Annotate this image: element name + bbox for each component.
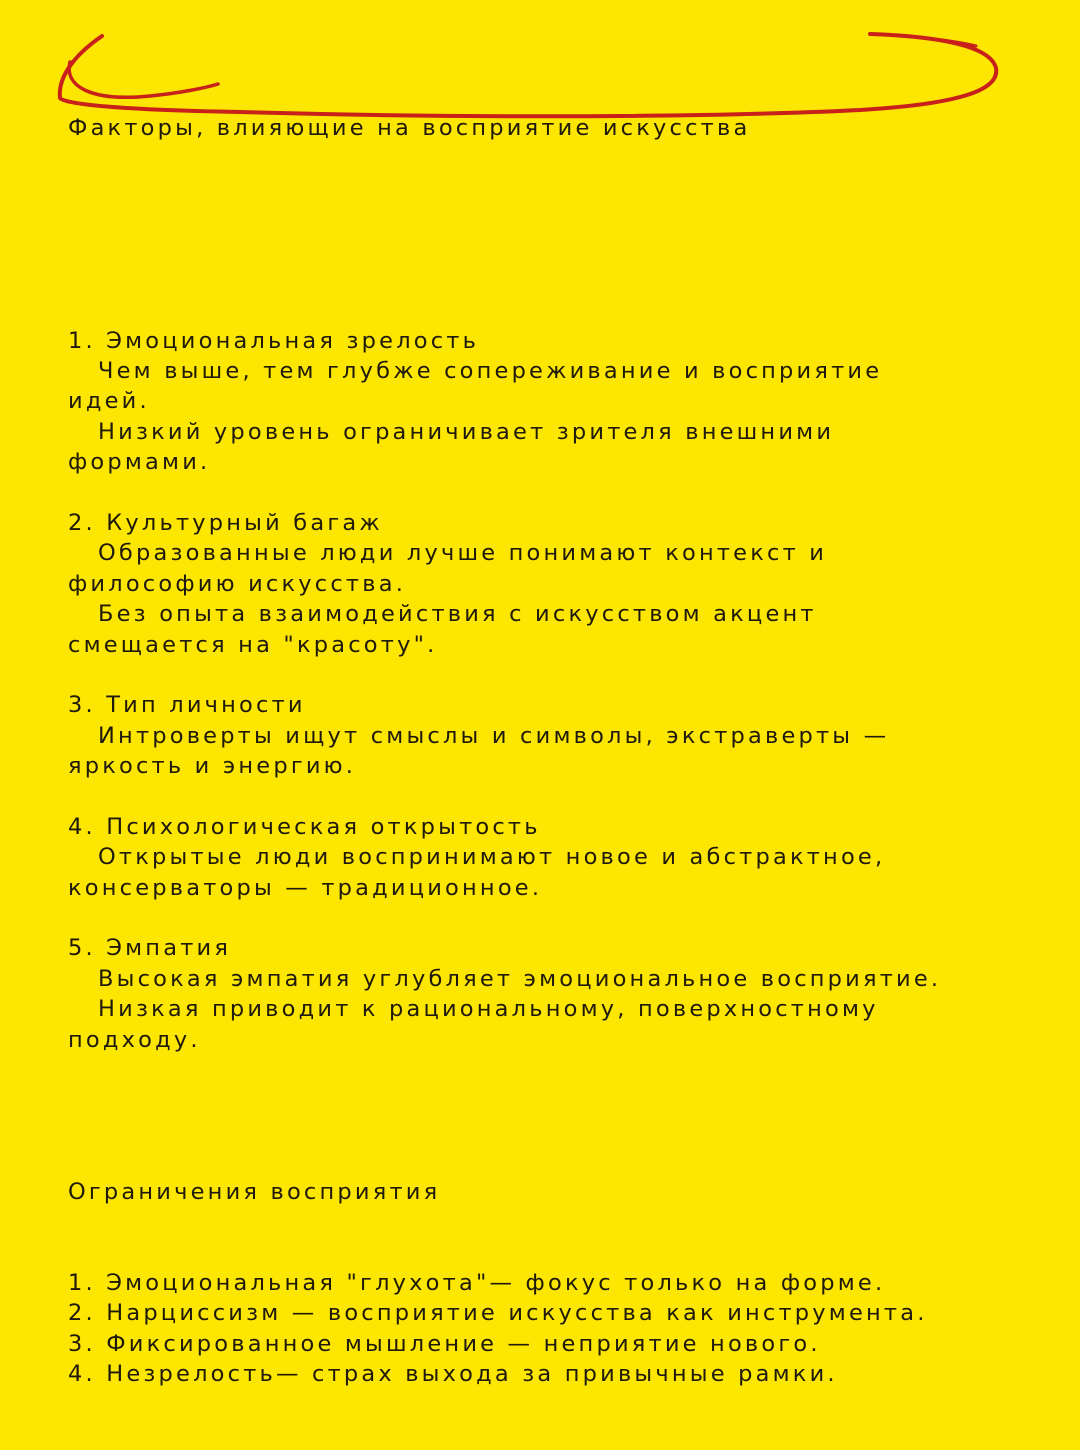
factor-section bbox=[68, 326, 1058, 508]
factor-text-line: формами. bbox=[68, 449, 211, 476]
limitation-item: 2. Нарциссизм — восприятие искусства как инструмента. bbox=[68, 1300, 928, 1327]
factor-text-line: Низкий уровень ограничивает зрителя внешними bbox=[98, 418, 835, 445]
factor-text-line: подходу. bbox=[68, 1026, 201, 1053]
page-title: Факторы, влияющие на восприятие искусства bbox=[68, 114, 751, 141]
factor-text-line: Образованные люди лучше понимают контекст и bbox=[98, 540, 828, 567]
factor-section bbox=[68, 933, 1058, 1085]
spacer bbox=[68, 204, 1058, 234]
factor-heading: 3. Тип личности bbox=[68, 692, 306, 719]
factor-text-line: философию искусства. bbox=[68, 570, 407, 597]
factor-heading: 5. Эмпатия bbox=[68, 935, 232, 962]
factors-list bbox=[68, 326, 1058, 1086]
limitations-heading: Ограничения восприятия bbox=[68, 1178, 441, 1205]
factor-text-line: Низкая приводит к рациональному, поверхностному bbox=[98, 996, 879, 1023]
spacer bbox=[68, 903, 1058, 933]
factor-text-line: консерваторы — традиционное. bbox=[68, 874, 543, 901]
factor-text-line: Чем выше, тем глубже сопереживание и восприятие bbox=[98, 358, 883, 385]
factor-heading: 1. Эмоциональная зрелость bbox=[68, 327, 480, 354]
factor-section bbox=[68, 508, 1058, 690]
factor-text-line: Открытые люди воспринимают новое и абстрактное, bbox=[98, 844, 886, 871]
factor-text-line: Интроверты ищут смыслы и символы, экстраверты — bbox=[98, 722, 890, 749]
limitation-item: 4. Незрелость— страх выхода за привычные рамки. bbox=[68, 1360, 838, 1387]
limitations-list bbox=[68, 1268, 1058, 1390]
circle-stroke-top bbox=[872, 34, 976, 46]
spacer bbox=[68, 1055, 1058, 1085]
factor-text-line: Без опыта взаимодействия с искусством акцент bbox=[98, 601, 817, 628]
limitation-item: 1. Эмоциональная "глухота"— фокус только на форме. bbox=[68, 1269, 886, 1296]
spacer bbox=[68, 781, 1058, 811]
factor-heading: 2. Культурный багаж bbox=[68, 509, 383, 536]
factor-section bbox=[68, 690, 1058, 812]
factor-text-line: Высокая эмпатия углубляет эмоциональное восприятие. bbox=[98, 965, 942, 992]
factor-section bbox=[68, 812, 1058, 934]
spacer bbox=[68, 660, 1058, 690]
factor-text-line: идей. bbox=[68, 388, 150, 415]
factor-heading: 4. Психологическая открытость bbox=[68, 813, 541, 840]
limitation-item: 3. Фиксированное мышление — неприятие нового. bbox=[68, 1330, 821, 1357]
factor-text-line: яркость и энергию. bbox=[68, 753, 357, 780]
content-text bbox=[68, 52, 1058, 1450]
spacer bbox=[68, 478, 1058, 508]
factor-text-line: смещается на "красоту". bbox=[68, 631, 438, 658]
